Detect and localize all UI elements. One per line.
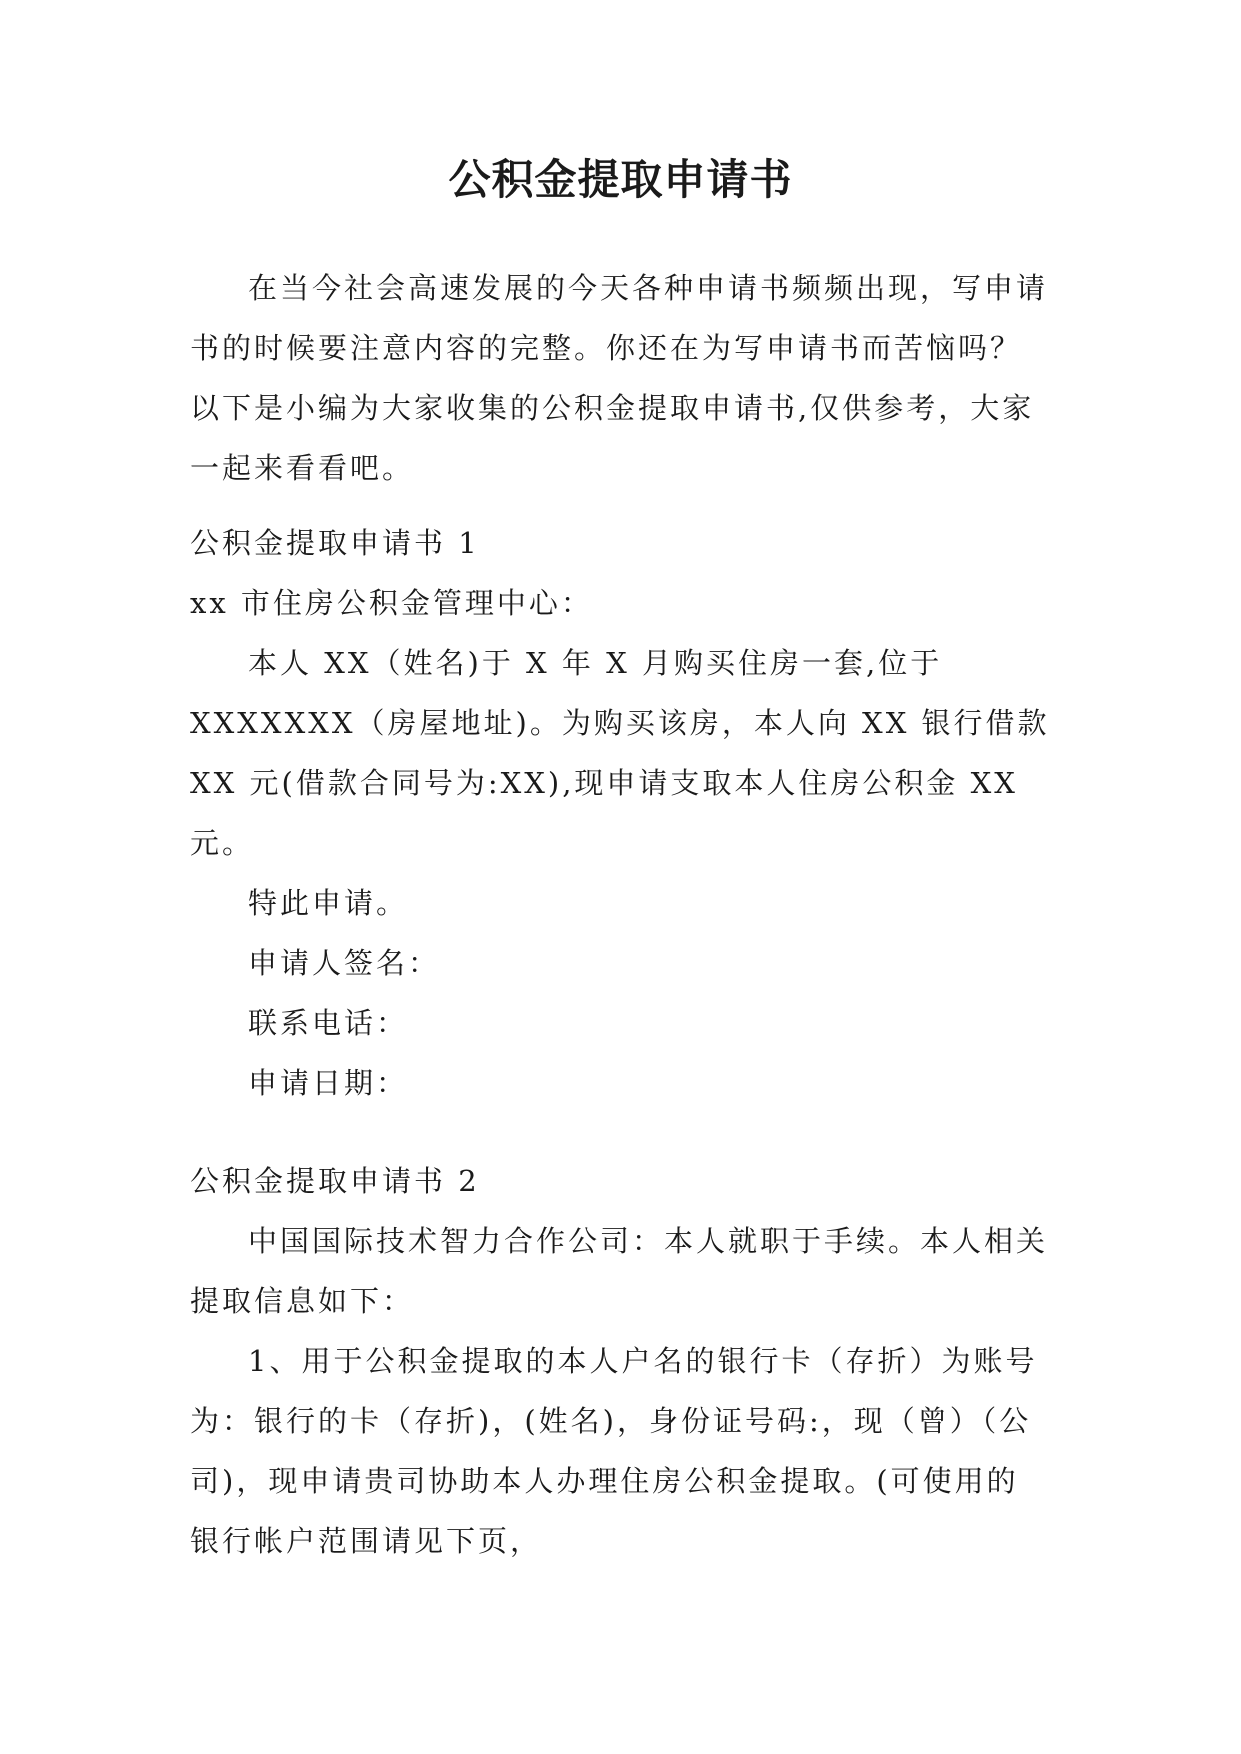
document-title: 公积金提取申请书 xyxy=(448,155,793,204)
section-1 xyxy=(190,513,1050,1113)
section-2-body: 中国国际技术智力合作公司：本人就职于手续。本人相关提取信息如下： xyxy=(190,1224,1049,1318)
signature-label: 申请人签名： xyxy=(248,946,441,980)
section-2-item-1: 1、用于公积金提取的本人户名的银行卡（存折）为账号为：银行的卡（存折)，(姓名)，身份证号码:，现（曾）（公司)，现申请贵司协助本人办理住房公积金提取。(可使用的银行帐户范围请见下页， xyxy=(190,1344,1038,1558)
intro-paragraph: 在当今社会高速发展的今天各种申请书频频出现，写申请书的时候要注意内容的完整。你还在为写申请书而苦恼吗？以下是小编为大家收集的公积金提取申请书,仅供参考，大家一起来看看吧。 xyxy=(190,271,1049,485)
section-2-heading: 公积金提取申请书 2 xyxy=(190,1164,480,1198)
section-1-addressee: xx 市住房公积金管理中心： xyxy=(190,586,593,620)
section-1-body: 本人 XX（姓名)于 X 年 X 月购买住房一套,位于 XXXXXXX（房屋地址)。为购买该房，本人向 XX 银行借款 XX 元(借款合同号为:XX),现申请支取本人住房公积金 XX 元。 xyxy=(190,646,1050,860)
section-2 xyxy=(190,1151,1050,1571)
date-label: 申请日期： xyxy=(248,1066,409,1100)
phone-label: 联系电话： xyxy=(248,1006,409,1040)
section-1-closing: 特此申请。 xyxy=(248,886,409,920)
section-1-heading: 公积金提取申请书 1 xyxy=(190,526,480,560)
intro-block xyxy=(190,258,1050,498)
